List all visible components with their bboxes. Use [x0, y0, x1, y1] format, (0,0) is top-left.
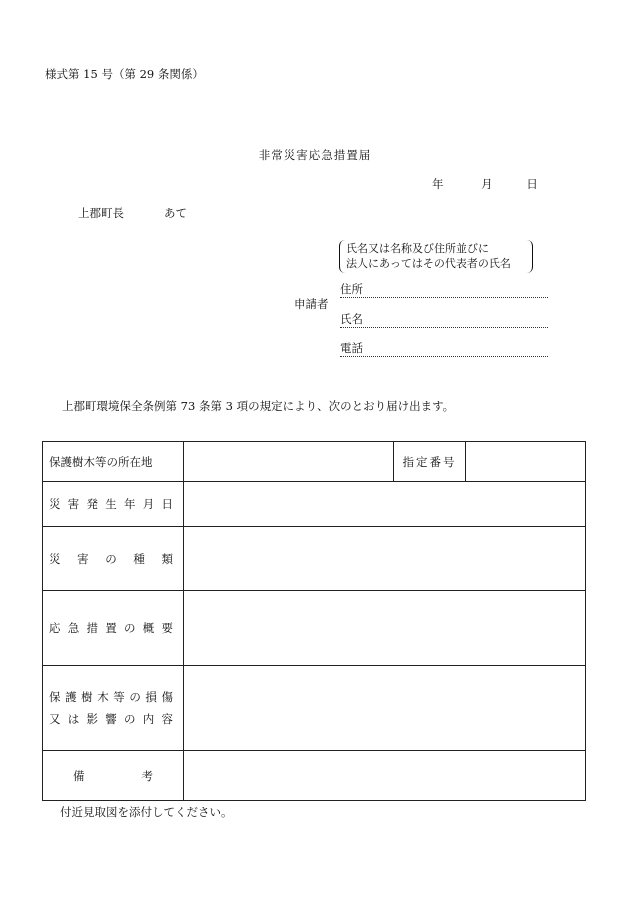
addressee-suffix: あて [164, 206, 187, 220]
row-disaster-date [43, 482, 586, 527]
char: 急 [67, 621, 80, 635]
notification-table [42, 441, 586, 801]
disaster-date-value-cell[interactable] [184, 482, 586, 527]
char: 傷 [161, 690, 173, 704]
char: 響 [105, 712, 117, 726]
date-day: 日 [526, 177, 538, 191]
intro-text: 上郡町環境保全条例第 73 条第 3 項の規定により、次のとおり届け出ます。 [62, 399, 455, 413]
char: 要 [161, 621, 173, 635]
damage-line-1 [49, 686, 183, 708]
remarks-label [43, 751, 184, 801]
char: 影 [86, 712, 98, 726]
char: 概 [142, 621, 155, 635]
char: 保 [49, 690, 61, 704]
char: 応 [49, 621, 61, 635]
remarks-chars [49, 768, 183, 784]
remarks-value-cell[interactable] [184, 751, 586, 801]
location-value-cell[interactable] [184, 442, 394, 482]
document-title: 非常災害応急措置届 [258, 148, 372, 162]
location-label: 保護樹木等の所在地 [43, 442, 184, 482]
char: 置 [105, 621, 117, 635]
name-note-line-2: 法人にあってはその代表者の氏名 [346, 257, 511, 270]
disaster-date-chars [49, 496, 183, 512]
char: 内 [142, 712, 155, 726]
date-month: 月 [481, 177, 493, 191]
addressee-name: 上郡町長 [78, 206, 124, 220]
char: 種 [133, 551, 145, 566]
char: の [129, 690, 141, 704]
char: 損 [145, 690, 157, 704]
char: 生 [105, 497, 117, 511]
char: は [67, 712, 80, 726]
char: 樹 [81, 690, 93, 704]
char: 発 [86, 497, 98, 511]
disaster-type-value-cell[interactable] [184, 527, 586, 591]
address-label: 住所 [340, 282, 363, 296]
applicant-name-field[interactable] [340, 312, 548, 328]
char: 備 [73, 768, 85, 783]
designated-number-value-cell[interactable] [466, 442, 586, 482]
disaster-date-label [43, 482, 184, 527]
char: 年 [124, 497, 136, 511]
char: 考 [141, 768, 153, 783]
form-number: 様式第 15 号（第 29 条関係） [45, 67, 204, 81]
date-year: 年 [432, 177, 444, 191]
char: の [105, 551, 117, 566]
char: 又 [49, 712, 61, 726]
date-line [432, 176, 538, 192]
disaster-type-chars [49, 551, 183, 567]
row-measures [43, 591, 586, 666]
applicant-name-note [339, 240, 533, 273]
char: の [124, 621, 136, 635]
char: 措 [86, 621, 98, 635]
row-location [43, 442, 586, 482]
char: 容 [161, 712, 173, 726]
char: 木 [97, 690, 109, 704]
measures-label [43, 591, 184, 666]
measures-chars [49, 620, 183, 636]
char: の [124, 712, 136, 726]
measures-value-cell[interactable] [184, 591, 586, 666]
applicant-label: 申請者 [294, 297, 329, 311]
disaster-type-label [43, 527, 184, 591]
row-remarks [43, 751, 586, 801]
char: 月 [142, 497, 155, 511]
char: 災 [49, 497, 61, 511]
char: 日 [161, 497, 173, 511]
addressee [78, 205, 187, 221]
char: 護 [65, 690, 77, 704]
char: 害 [77, 551, 89, 566]
name-note-line-1: 氏名又は名称及び住所並びに [346, 242, 489, 255]
damage-line-2 [49, 708, 183, 730]
row-disaster-type [43, 527, 586, 591]
applicant-phone-field[interactable] [340, 341, 548, 357]
name-label: 氏名 [340, 312, 363, 326]
char: 等 [113, 690, 125, 704]
char: 害 [67, 497, 80, 511]
applicant-address-field[interactable] [340, 282, 548, 298]
damage-value-cell[interactable] [184, 666, 586, 751]
char: 災 [49, 551, 61, 566]
row-damage [43, 666, 586, 751]
designated-number-label: 指定番号 [394, 442, 466, 482]
char: 類 [161, 551, 173, 566]
phone-label: 電話 [340, 341, 363, 355]
attachment-note: 付近見取図を添付してください。 [60, 805, 233, 819]
damage-label [43, 666, 184, 751]
